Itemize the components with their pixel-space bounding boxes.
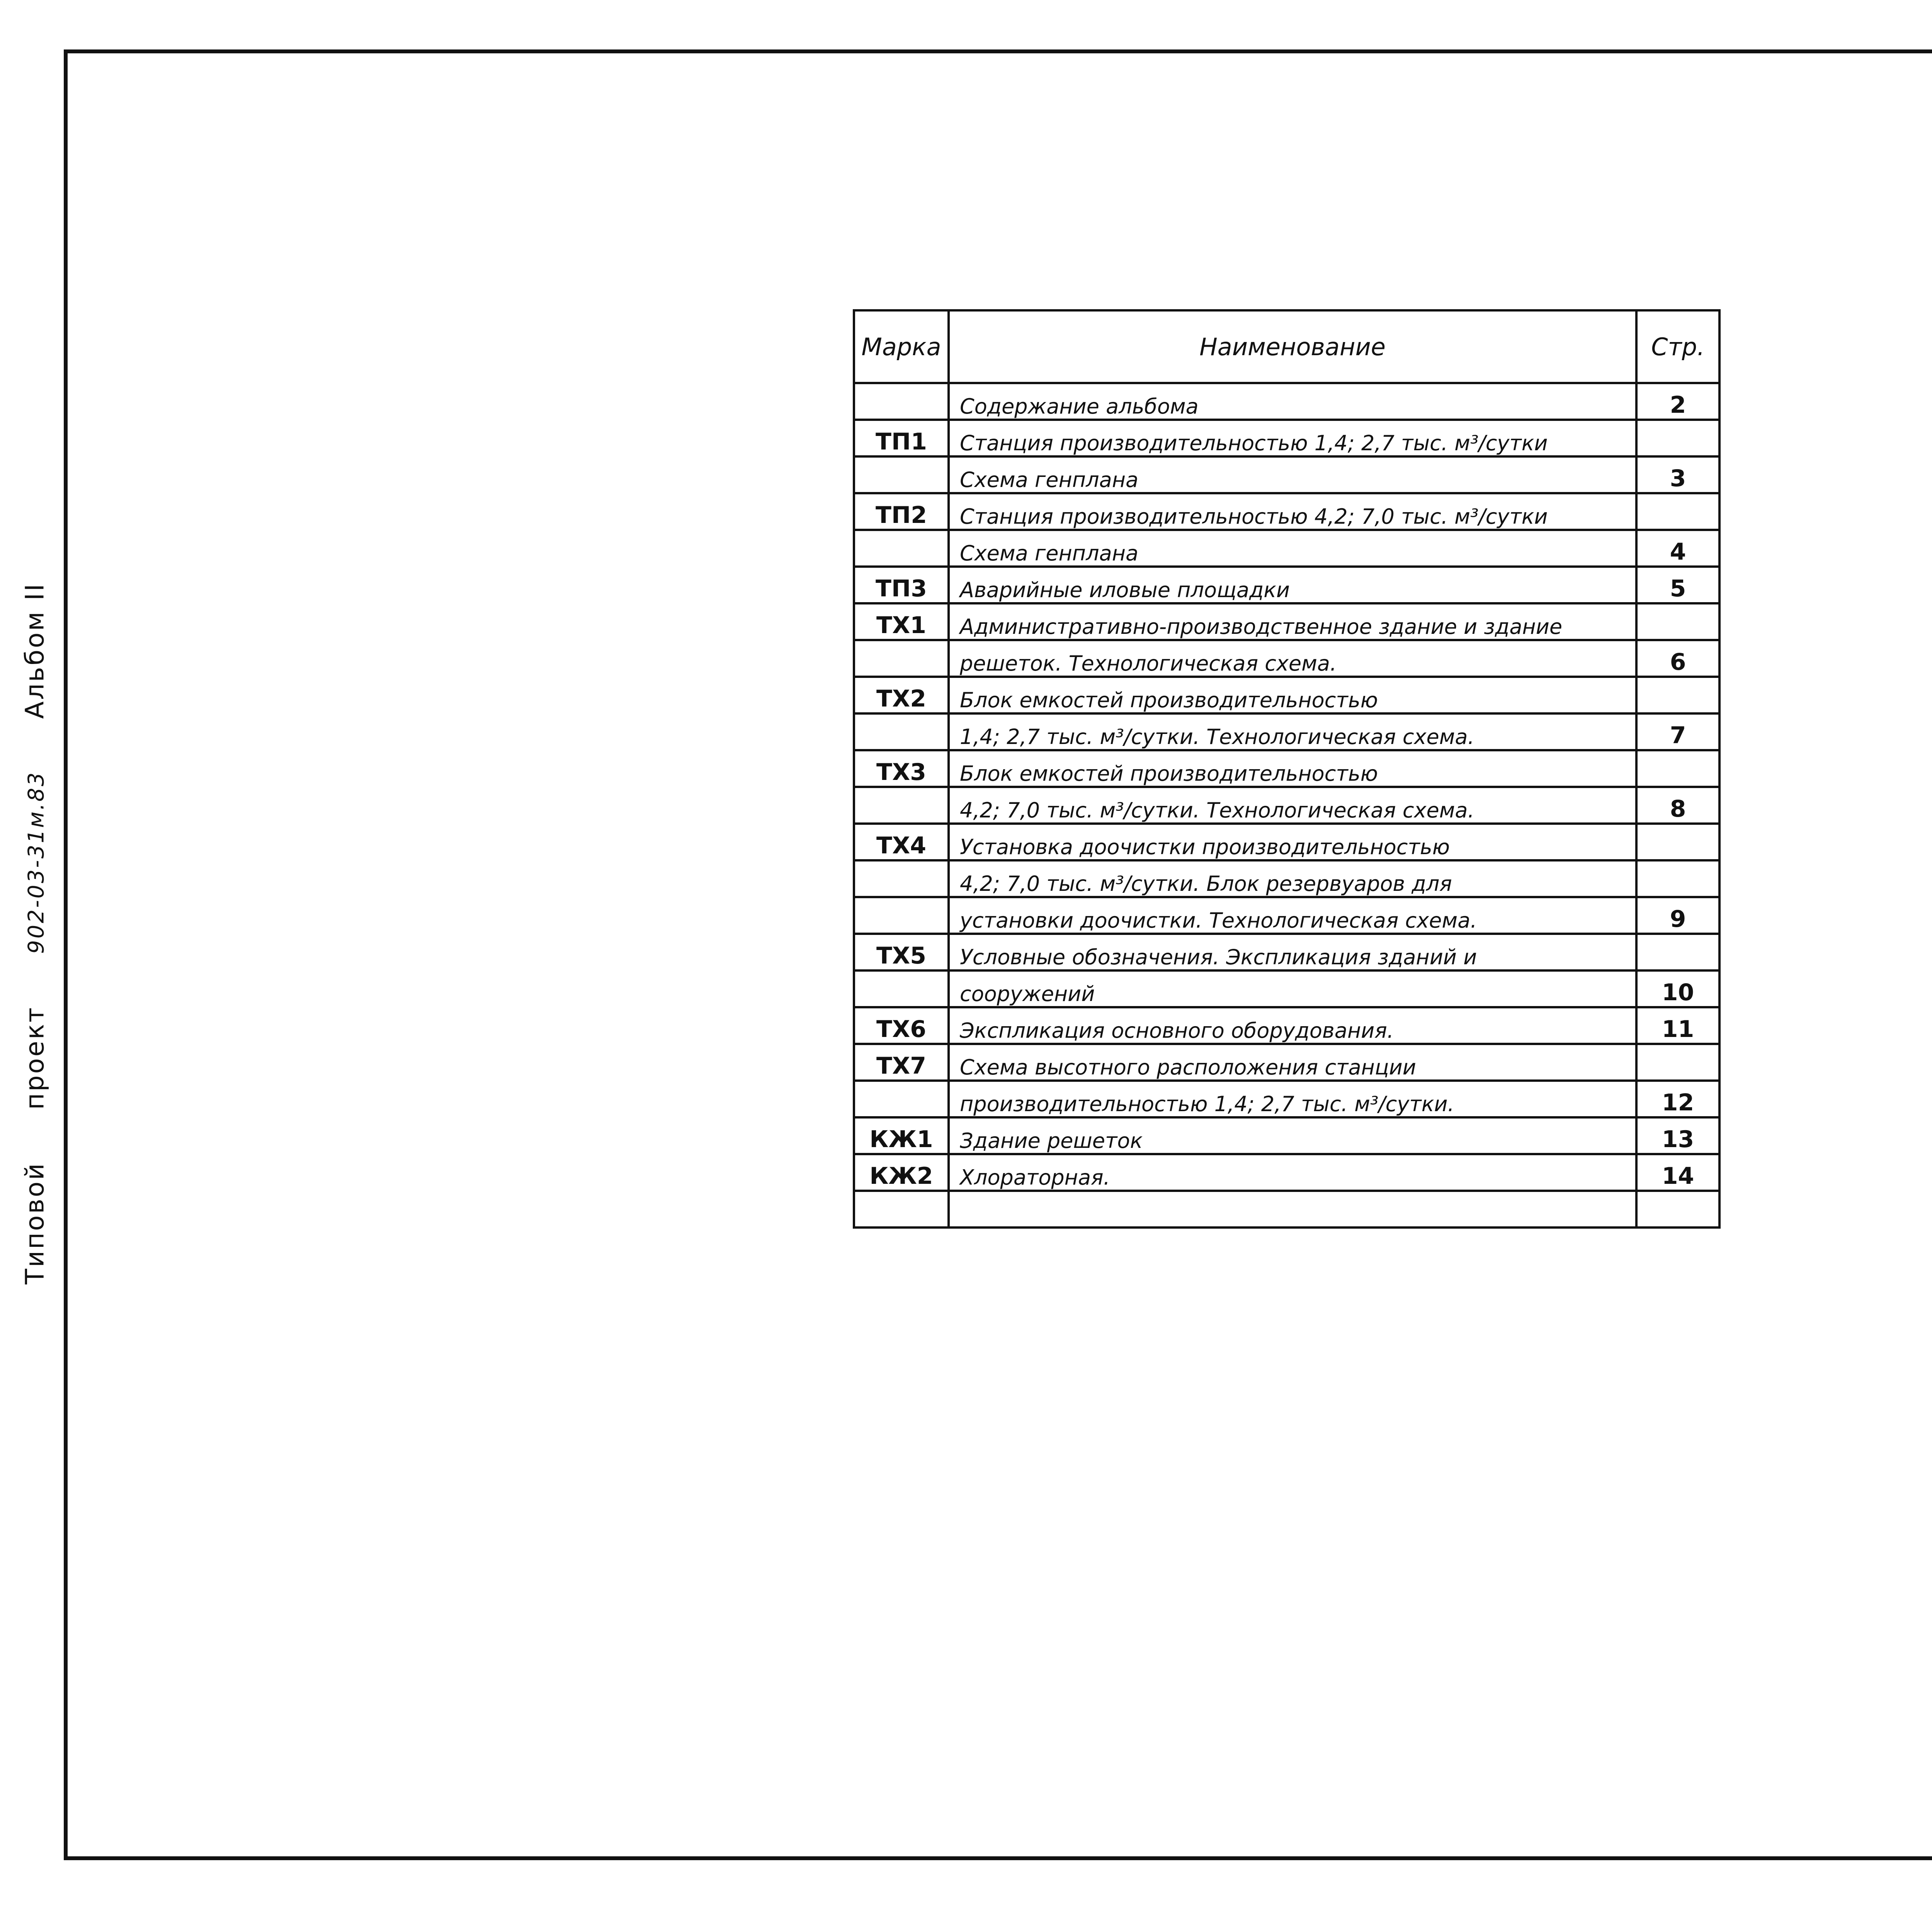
contents-table (853, 309, 1721, 1229)
row-page (1636, 860, 1719, 897)
header-mark: Марка (854, 310, 949, 383)
row-name: Административно-производственное здание и здание (949, 603, 1636, 640)
stamp-album: Альбом II (20, 582, 50, 719)
row-name: Здание решеток (949, 1117, 1636, 1154)
table-row (854, 677, 1719, 713)
row-page: 14 (1636, 1154, 1719, 1191)
table-row (854, 824, 1719, 860)
row-page (1636, 493, 1719, 530)
row-name: Экспликация основного оборудования. (949, 1007, 1636, 1044)
row-mark (854, 530, 949, 567)
row-page (1636, 1044, 1719, 1081)
table-row (854, 493, 1719, 530)
row-name (949, 1191, 1636, 1227)
table-row (854, 1117, 1719, 1154)
row-page (1636, 1191, 1719, 1227)
row-name: Содержание альбома (949, 383, 1636, 420)
row-mark (854, 787, 949, 824)
row-mark (854, 1191, 949, 1227)
row-name: 4,2; 7,0 тыс. м³/сутки. Блок резервуаров для (949, 860, 1636, 897)
table-row (854, 456, 1719, 493)
stamp-type: Типовой (20, 1162, 50, 1285)
row-mark (854, 1081, 949, 1117)
row-page: 5 (1636, 567, 1719, 603)
side-stamp (20, 540, 50, 1284)
row-page: 10 (1636, 970, 1719, 1007)
table-row (854, 1081, 1719, 1117)
table-row (854, 567, 1719, 603)
row-page (1636, 824, 1719, 860)
row-mark (854, 713, 949, 750)
row-name: решеток. Технологическая схема. (949, 640, 1636, 677)
row-mark (854, 970, 949, 1007)
row-name: Аварийные иловые площадки (949, 567, 1636, 603)
table-row (854, 1007, 1719, 1044)
row-page: 12 (1636, 1081, 1719, 1117)
row-mark (854, 897, 949, 934)
row-mark: ТХ6 (854, 1007, 949, 1044)
table-row (854, 787, 1719, 824)
row-mark (854, 383, 949, 420)
table-row (854, 1044, 1719, 1081)
header-row (854, 310, 1719, 383)
row-page: 6 (1636, 640, 1719, 677)
row-name: сооружений (949, 970, 1636, 1007)
row-page: 2 (1636, 383, 1719, 420)
row-mark (854, 640, 949, 677)
row-mark: ТХ5 (854, 934, 949, 970)
row-name: Установка доочистки производительностью (949, 824, 1636, 860)
table-row (854, 530, 1719, 567)
table-body (854, 383, 1719, 1227)
row-name: Схема генплана (949, 456, 1636, 493)
row-mark: ТХ1 (854, 603, 949, 640)
table-row (854, 713, 1719, 750)
row-mark: КЖ2 (854, 1154, 949, 1191)
row-mark: ТХ7 (854, 1044, 949, 1081)
table-row (854, 1191, 1719, 1227)
row-page: 4 (1636, 530, 1719, 567)
row-mark: ТП2 (854, 493, 949, 530)
header-page: Стр. (1636, 310, 1719, 383)
row-mark (854, 860, 949, 897)
row-name: Схема высотного расположения станции (949, 1044, 1636, 1081)
table-row (854, 860, 1719, 897)
table-row (854, 640, 1719, 677)
row-name: Станция производительностью 4,2; 7,0 тыс. м³/сутки (949, 493, 1636, 530)
row-page: 9 (1636, 897, 1719, 934)
row-name: Схема генплана (949, 530, 1636, 567)
table-row (854, 750, 1719, 787)
table-row (854, 897, 1719, 934)
row-mark: КЖ1 (854, 1117, 949, 1154)
row-name: 1,4; 2,7 тыс. м³/сутки. Технологическая схема. (949, 713, 1636, 750)
row-page (1636, 420, 1719, 456)
row-mark: ТХ4 (854, 824, 949, 860)
row-name: Блок емкостей производительностью (949, 677, 1636, 713)
row-name: Станция производительностью 1,4; 2,7 тыс. м³/сутки (949, 420, 1636, 456)
table-row (854, 934, 1719, 970)
row-mark: ТП3 (854, 567, 949, 603)
table-row (854, 970, 1719, 1007)
row-mark: ТХ3 (854, 750, 949, 787)
row-name: Хлораторная. (949, 1154, 1636, 1191)
row-page: 13 (1636, 1117, 1719, 1154)
row-page (1636, 750, 1719, 787)
row-page: 11 (1636, 1007, 1719, 1044)
row-name: 4,2; 7,0 тыс. м³/сутки. Технологическая схема. (949, 787, 1636, 824)
row-page (1636, 603, 1719, 640)
row-page: 7 (1636, 713, 1719, 750)
row-mark: ТХ2 (854, 677, 949, 713)
row-page: 3 (1636, 456, 1719, 493)
stamp-code: 902-03-31м.83 (24, 771, 49, 954)
table-row (854, 383, 1719, 420)
row-name: Блок емкостей производительностью (949, 750, 1636, 787)
row-page (1636, 677, 1719, 713)
stamp-project: проект (20, 1006, 50, 1110)
header-name: Наименование (949, 310, 1636, 383)
row-name: Условные обозначения. Экспликация зданий и (949, 934, 1636, 970)
row-mark: ТП1 (854, 420, 949, 456)
row-name: производительностью 1,4; 2,7 тыс. м³/сутки. (949, 1081, 1636, 1117)
table-row (854, 603, 1719, 640)
table-row (854, 420, 1719, 456)
table-row (854, 1154, 1719, 1191)
row-page: 8 (1636, 787, 1719, 824)
row-name: установки доочистки. Технологическая схема. (949, 897, 1636, 934)
row-page (1636, 934, 1719, 970)
row-mark (854, 456, 949, 493)
